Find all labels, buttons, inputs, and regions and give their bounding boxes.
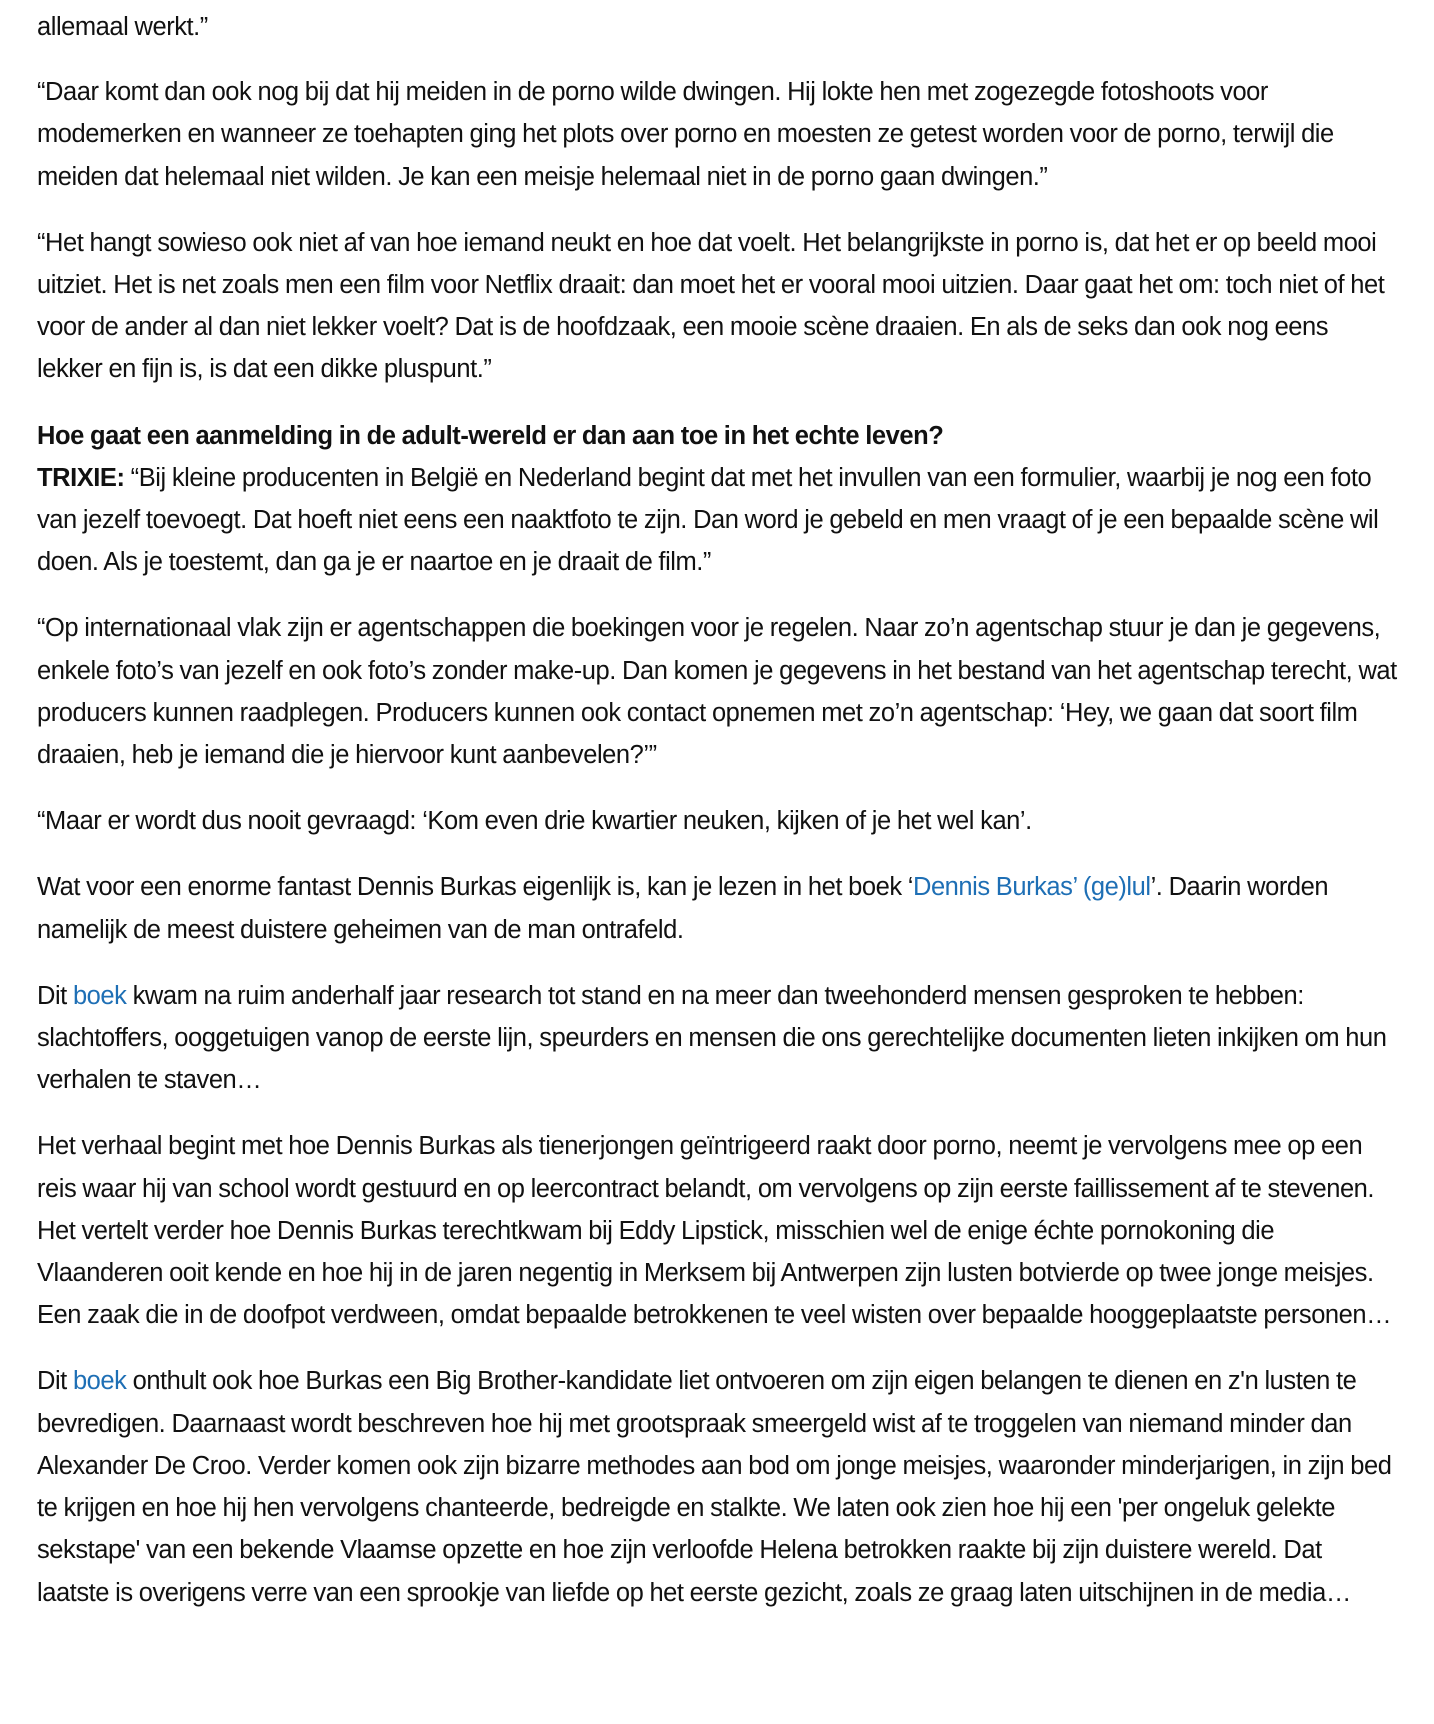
- paragraph-text: Wat voor een enorme fantast Dennis Burkas eigenlijk is, kan je lezen in het boek ‘: [37, 873, 913, 902]
- paragraph-text: Dit: [37, 981, 73, 1010]
- paragraph-interview-question: [37, 415, 1397, 584]
- interview-question: Hoe gaat een aanmelding in de adult-wereld er dan aan toe in het echte leven?: [37, 421, 944, 450]
- book-link[interactable]: boek: [72, 1367, 127, 1396]
- paragraph-text: onthult ook hoe Burkas een Big Brother-kandidate liet ontvoeren om zijn eigen belangen te dienen en z'n lusten te bevredigen. Daarnaast wordt beschreven hoe hij met grootspraak smeergeld wist af te troggelen van niemand minder dan Alexander De Croo. Verder komen ook zijn bizarre methodes aan bod om jonge meisjes, waaronder minderjarigen, in zijn bed te krijgen en hoe hij hen vervolgens chanteerde, bedreigde en stalkte. We laten ook zien hoe hij een 'per ongeluk gelekte sekstape' van een bekende Vlaamse opzette en hoe zijn verloofde Helena betrokken raakte bij zijn duistere wereld. Dat laatste is overigens verre van een sprookje van liefde op het eerste gezicht, zoals ze graag laten uitschijnen in de media…: [37, 1367, 1392, 1607]
- paragraph-text: Het verhaal begint met hoe Dennis Burkas als tienerjongen geïntrigeerd raakt door porno, neemt je vervolgens mee op een reis waar hij van school wordt gestuurd en op leercontract belandt, om vervolgens op zijn eerste faillissement af te stevenen. Het vertelt verder hoe Dennis Burkas terechtkwam bij Eddy Lipstick, misschien wel de enige échte pornokoning die Vlaanderen ooit kende en hoe hij in de jaren negentig in Merksem bij Antwerpen zijn lusten botvierde op twee jonge meisjes. Een zaak die in de doofpot verdween, omdat bepaalde betrokkenen te veel wisten over bepaalde hooggeplaatste personen…: [37, 1132, 1392, 1330]
- paragraph-text: Dit: [37, 1367, 73, 1396]
- paragraph-story-summary: [37, 1125, 1397, 1336]
- paragraph-text: “Maar er wordt dus nooit gevraagd: ‘Kom even drie kwartier neuken, kijken of je het wel kan’.: [37, 807, 1032, 836]
- paragraph-text: kwam na ruim anderhalf jaar research tot stand en na meer dan tweehonderd mensen gesproken te hebben: slachtoffers, ooggetuigen vanop de eerste lijn, speurders en mensen die ons gerechtelijke documenten lieten inkijken om hun verhalen te staven…: [37, 981, 1387, 1095]
- paragraph-agencies-quote: [37, 607, 1397, 776]
- paragraph-text: “Daar komt dan ook nog bij dat hij meiden in de porno wilde dwingen. Hij lokte hen met zogezegde fotoshoots voor modemerken en wanneer ze toehapten ging het plots over porno en moesten ze getest worden voor de porno, terwijl die meiden dat helemaal niet wilden. Je kan een meisje helemaal niet in de porno gaan dwingen.”: [37, 78, 1334, 191]
- paragraph-book-research: [37, 975, 1397, 1102]
- paragraph-text: ’. Daarin worden namelijk de meest duistere geheimen van de man ontrafeld.: [37, 873, 1329, 944]
- paragraph-text: “Het hangt sowieso ook niet af van hoe iemand neukt en hoe dat voelt. Het belangrijkste in porno is, dat het er op beeld mooi uitziet. Het is net zoals men een film voor Netflix draait: dan moet het er vooral mooi uitzien. Daar gaat het om: toch niet of het voor de ander al dan niet lekker voelt? Dat is de hoofdzaak, een mooie scène draaien. En als de seks dan ook nog eens lekker en fijn is, is dat een dikke pluspunt.”: [37, 228, 1385, 384]
- article-body: [0, 6, 1434, 1614]
- book-title-link[interactable]: Dennis Burkas’ (ge)lul: [912, 873, 1151, 902]
- paragraph-never-asked-quote: [37, 800, 1397, 842]
- book-link[interactable]: boek: [72, 981, 127, 1010]
- paragraph-book-reveals: [37, 1360, 1397, 1613]
- paragraph-text: “Op internationaal vlak zijn er agentschappen die boekingen voor je regelen. Naar zo’n agentschap stuur je dan je gegevens, enkele foto’s van jezelf en ook foto’s zonder make-up. Dan komen je gegevens in het bestand van het agentschap terecht, wat producers kunnen raadplegen. Producers kunnen ook contact opnemen met zo’n agentschap: ‘Hey, we gaan dat soort film draaien, heb je iemand die je hiervoor kunt aanbevelen?’”: [37, 614, 1397, 770]
- paragraph-forced-porn-quote: [37, 71, 1397, 198]
- paragraph-looks-quote: [37, 222, 1397, 391]
- speaker-label: TRIXIE:: [37, 463, 125, 492]
- paragraph-quote-end: [37, 6, 1397, 48]
- paragraph-book-intro: [37, 866, 1397, 950]
- interview-answer: “Bij kleine producenten in België en Nederland begint dat met het invullen van een formulier, waarbij je nog een foto van jezelf toevoegt. Dat hoeft niet eens een naaktfoto te zijn. Dan word je gebeld en men vraagt of je een bepaalde scène wil doen. Als je toestemt, dan ga je er naartoe en je draait de film.”: [37, 463, 1379, 577]
- paragraph-text: allemaal werkt.”: [37, 13, 208, 41]
